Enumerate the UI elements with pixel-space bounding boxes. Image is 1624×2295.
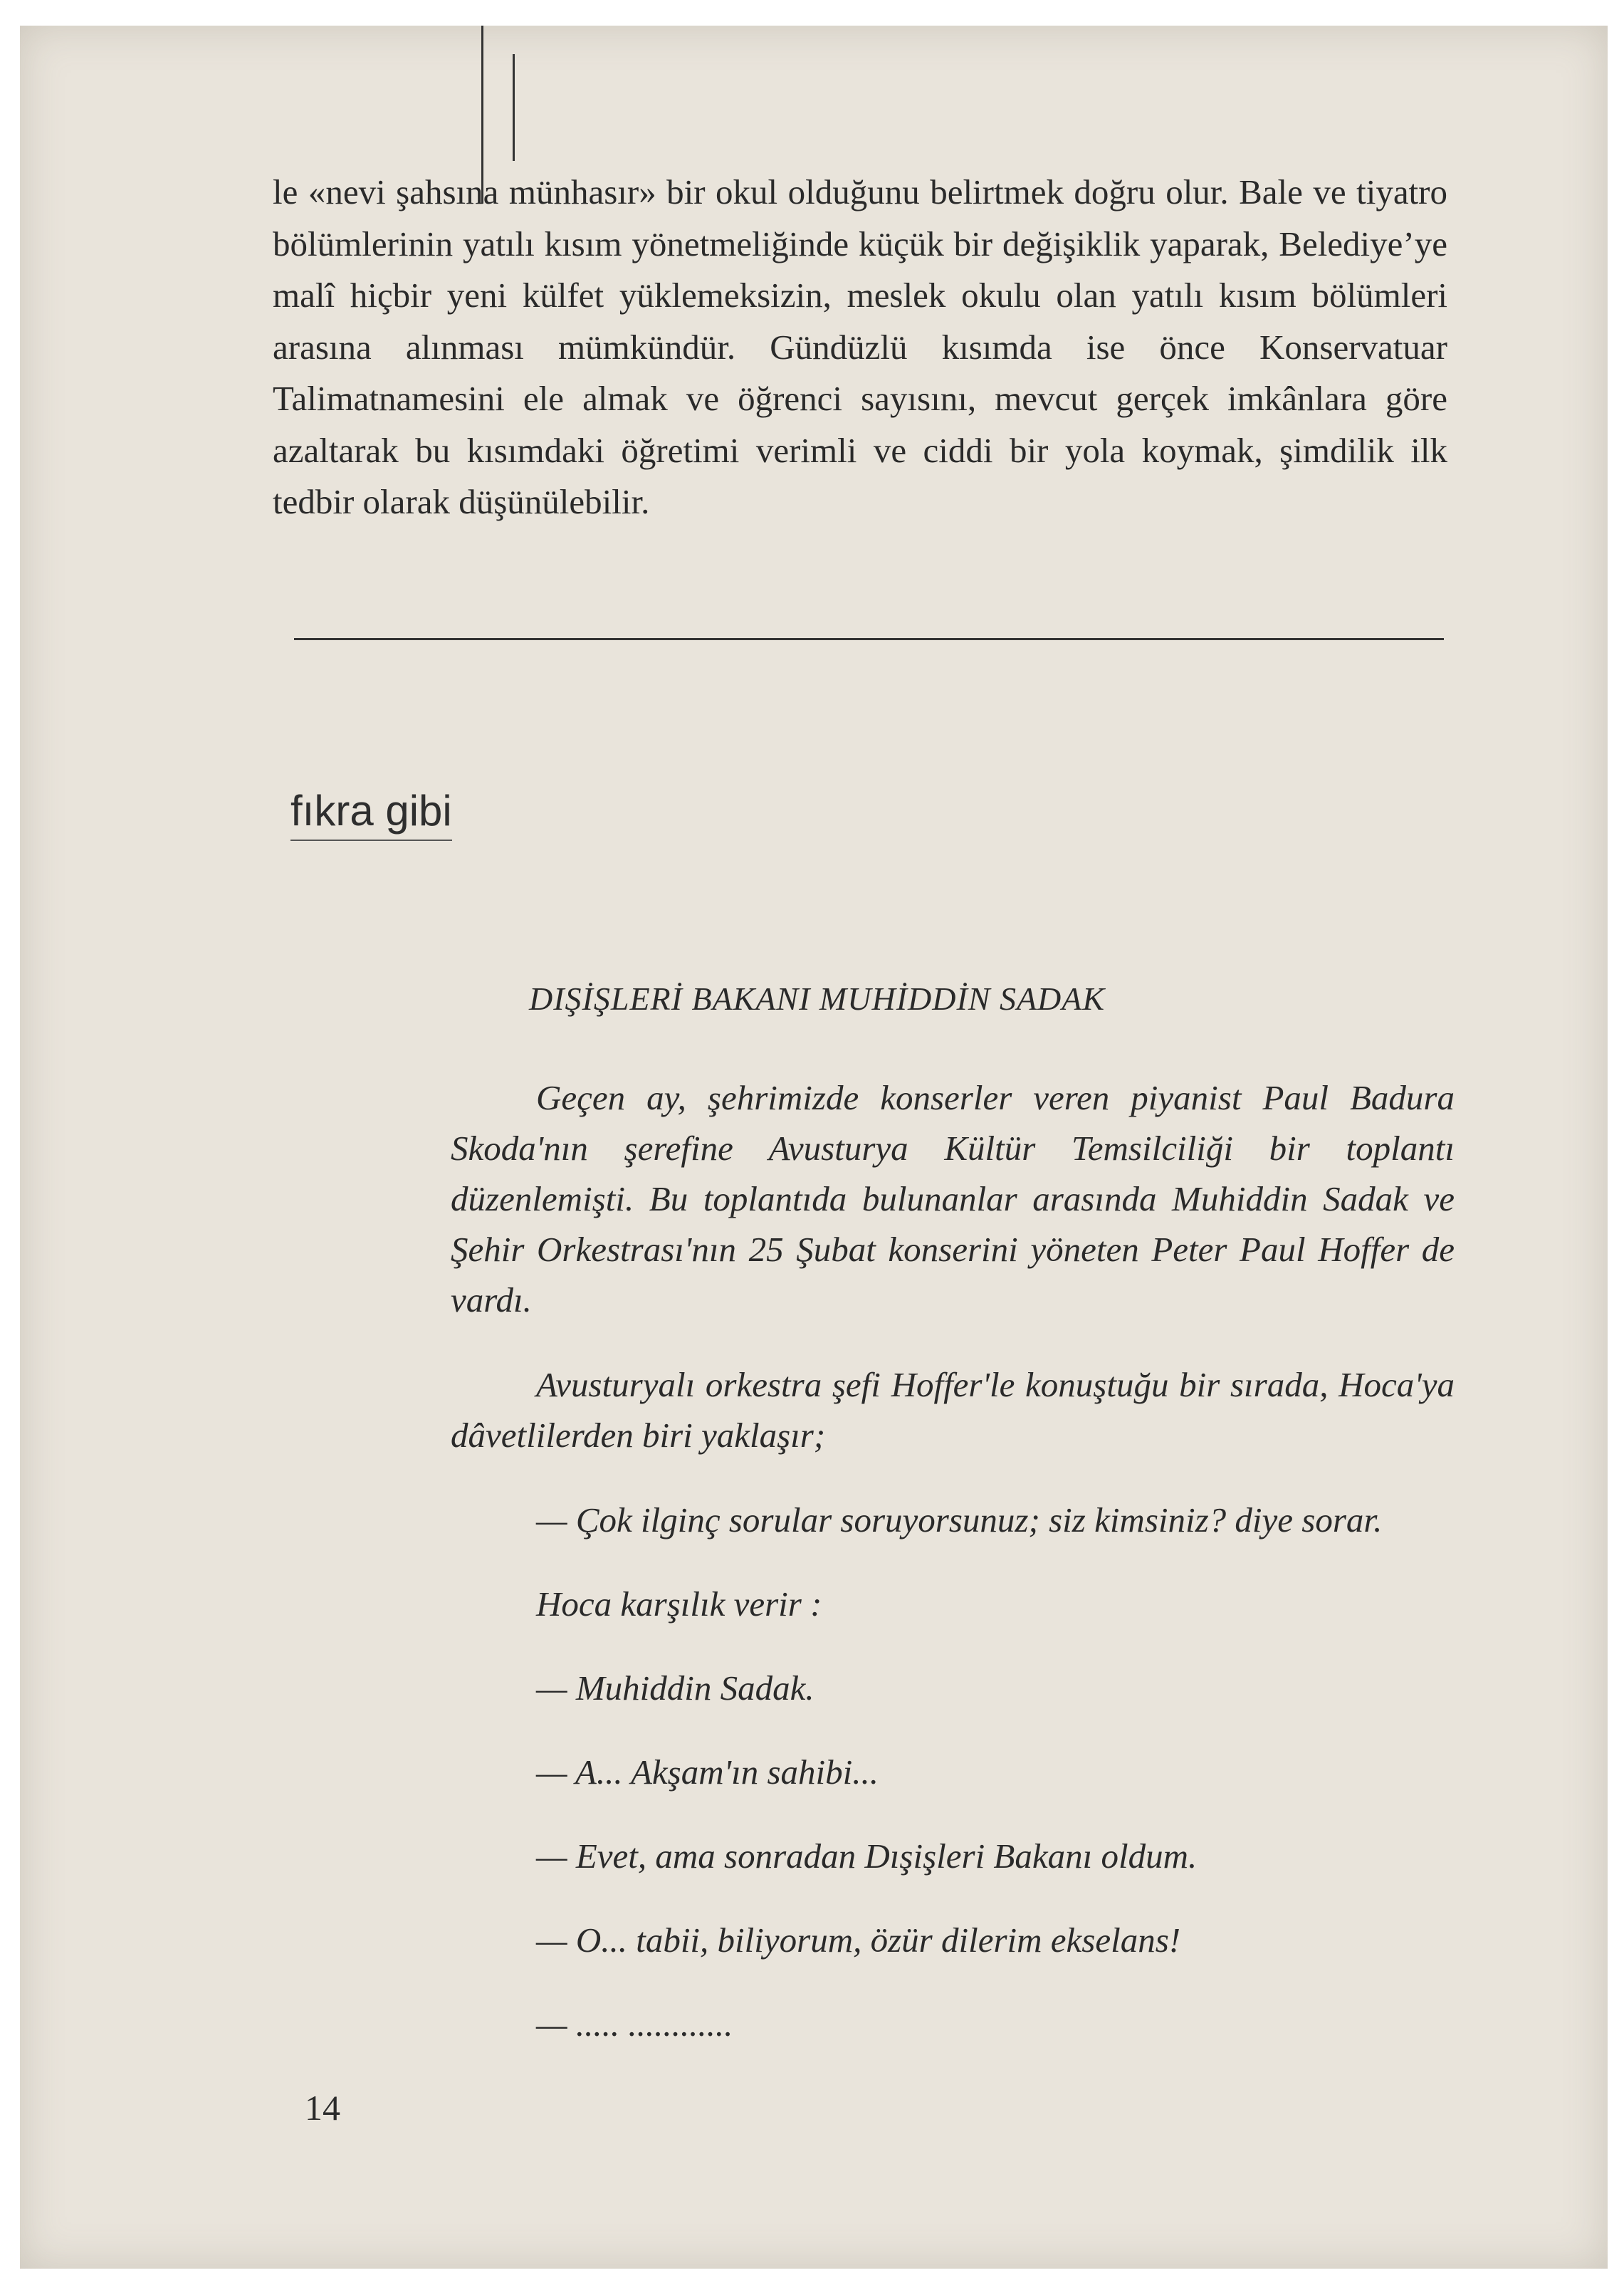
story-body — [451, 1072, 1455, 2049]
page-number: 14 — [305, 2088, 340, 2128]
story-line-7: — Evet, ama sonradan Dışişleri Bakanı oldum. — [536, 1836, 1198, 1876]
section-title: fıkra gibi — [290, 786, 452, 841]
story-paragraph-1: Geçen ay, şehrimizde konserler veren piyanist Paul Badura Skoda'nın şerefine Avusturya Kültür Temsilciliği bir toplantı düzenlemişti. Bu toplantıda bulunanlar arasında Muhiddin Sadak ve Şehir Orkestrası'nın 25 Şubat konserini yöneten Peter Paul Hoffer de vardı. — [451, 1078, 1455, 1319]
story-line-8: — O... tabii, biliyorum, özür dilerim ekselans! — [536, 1920, 1181, 1960]
scanned-page — [20, 26, 1608, 2269]
story-heading: DIŞİŞLERİ BAKANI MUHİDDİN SADAK — [529, 981, 1106, 1017]
story-line-9: — ..... ............ — [536, 2004, 733, 2044]
story-paragraph-2: Avusturyalı orkestra şefi Hoffer'le konuştuğu bir sırada, Hoca'ya dâvetlilerden biri yaklaşır; — [451, 1365, 1455, 1455]
story-line-4: Hoca karşılık verir : — [536, 1584, 822, 1624]
section-divider — [294, 638, 1444, 640]
story-line-5: — Muhiddin Sadak. — [536, 1668, 814, 1708]
story-paragraph-3: — Çok ilginç sorular soruyorsunuz; siz kimsiniz? diye sorar. — [536, 1500, 1383, 1539]
body-paragraph: le «nevi şahsına münhasır» bir okul olduğunu belirtmek doğru olur. Bale ve tiyatro bölümlerinin yatılı kısım yönetmeliğinde küçük bir değişiklik yaparak, Belediye’ye malî hiçbir yeni külfet yüklemeksizin, meslek okulu olan yatılı kısım bölümleri arasına alınması mümkündür. Gündüzlü kısımda ise önce Konservatuar Talimatnamesini ele almak ve öğrenci sayısını, mevcut gerçek imkânlara göre azaltarak bu kısımdaki öğretimi verimli ve ciddi bir yola koymak, şimdilik ilk tedbir olarak düşünülebilir. — [273, 172, 1447, 521]
story-line-6: — A... Akşam'ın sahibi... — [536, 1752, 879, 1792]
